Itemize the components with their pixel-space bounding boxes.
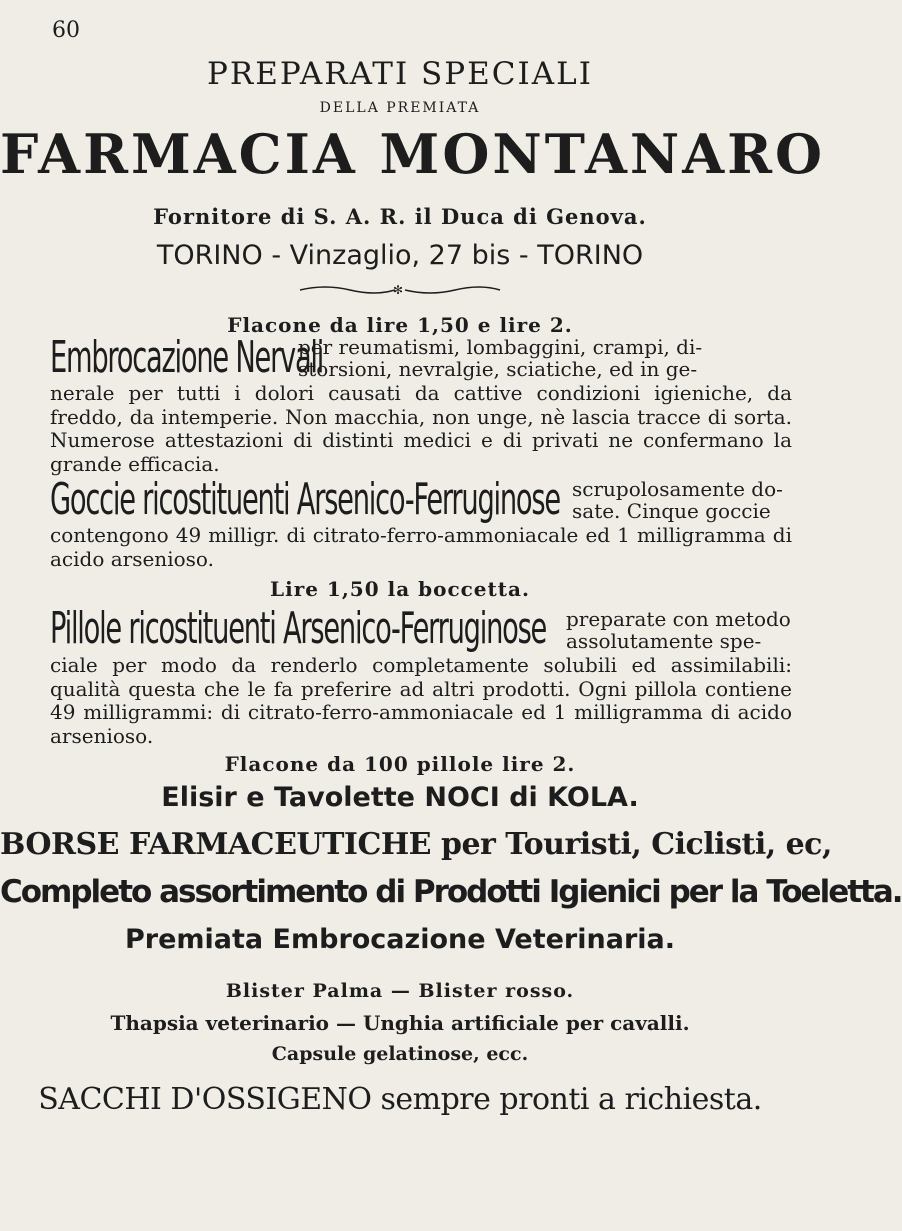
embrocazione-body: nerale per tutti i dolori causati da cattive condizioni igieniche, da freddo, da intemperie. Non macchia, non unge, nè lascia tracce di sorta. Numerose attestazioni di distinti medici e di privati ne confermano la grande efficacia. [50, 381, 792, 476]
thapsia-line: Thapsia veterinario — Unghia artificiale per cavalli. [110, 1011, 690, 1035]
header-subtitle: DELLA PREMIATA [319, 100, 481, 116]
pillole-price: Flacone da 100 pillole lire 2. [224, 752, 576, 776]
capsule-line: Capsule gelatinose, ecc. [271, 1043, 529, 1065]
ornament-divider [0, 282, 800, 302]
svg-text:✻: ✻ [393, 283, 404, 297]
page-number: 60 [52, 18, 80, 43]
supplier-line: Fornitore di S. A. R. il Duca di Genova. [153, 204, 647, 229]
embrocazione-side-2: storsioni, nevralgie, sciatiche, ed in ge- [298, 357, 698, 381]
embrocazione-title: Embrocazione Nervali [50, 332, 324, 383]
borse-line: BORSE FARMACEUTICHE per Touristi, Ciclisti, ec, [0, 827, 832, 862]
embrocazione-side-1: per reumatismi, lombaggini, crampi, di- [298, 335, 703, 359]
pillole-title: Pillole ricostituenti Arsenico-Ferruginose [50, 603, 547, 654]
pharmacy-name: FARMACIA MONTANARO [0, 122, 826, 186]
embrocazione-price: Flacone da lire 1,50 e lire 2. [227, 313, 573, 337]
blister-line: Blister Palma — Blister rosso. [225, 980, 575, 1002]
sacchi-line: SACCHI D'OSSIGENO sempre pronti a richiesta. [38, 1082, 762, 1117]
gocce-title: Goccie ricostituenti Arsenico-Ferruginose [50, 474, 560, 525]
address-line: TORINO - Vinzaglio, 27 bis - TORINO [156, 240, 644, 271]
completo-line: Completo assortimento di Prodotti Igienici per la Toeletta. [0, 874, 902, 910]
gocce-side-2: sate. Cinque goccie [572, 499, 771, 523]
premiata-line: Premiata Embrocazione Veterinaria. [124, 924, 675, 955]
pillole-side-1: preparate con metodo [566, 607, 791, 631]
header-title: PREPARATI SPECIALI [207, 56, 593, 92]
gocce-side-1: scrupolosamente do- [572, 477, 783, 501]
pillole-side-2: assolutamente spe- [566, 629, 762, 653]
gocce-price: Lire 1,50 la boccetta. [270, 577, 530, 601]
pillole-body: ciale per modo da renderlo completamente solubili ed assimilabili: qualità questa che le fa preferire ad altri prodotti. Ogni pillola contiene 49 milligrammi: di citrato-ferro-ammoniacale ed 1 milligramma di acido arsenioso. [50, 653, 792, 748]
gocce-body: contengono 49 milligr. di citrato-ferro-ammoniacale ed 1 milligramma di acido arsenioso. [50, 523, 792, 571]
elisir-line: Elisir e Tavolette NOCI di KOLA. [161, 782, 639, 813]
